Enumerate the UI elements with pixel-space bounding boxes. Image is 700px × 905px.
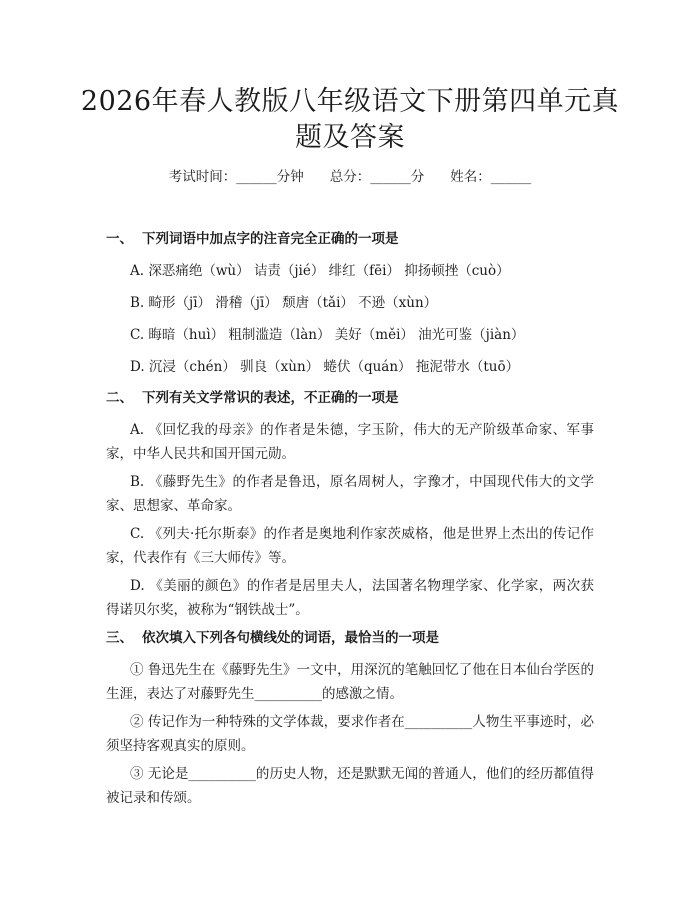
question-1-option-c: C. 晦暗（huì） 粗制滥造（làn） 美好（měi） 油光可鉴（jiàn） [130,327,525,343]
question-2-option-d: D. 《美丽的颜色》的作者是居里夫人，法国著名物理学家、化学家，两次获得诺贝尔奖，被称为“钢铁战士”。 [106,578,594,618]
page-title: 2026年春人教版八年级语文下册第四单元真题及答案 [80,86,620,153]
question-3-number: 三、 [106,630,133,646]
question-1-heading [106,229,399,249]
question-2-heading [106,388,399,408]
question-2-option-a: A. 《回忆我的母亲》的作者是朱德，字玉阶，伟大的无产阶级革命家、军事家，中华人民共和国开国元勋。 [106,422,594,462]
question-2-number: 二、 [106,390,133,406]
exam-name-field: 姓名：______ [450,169,532,185]
question-1-option-d: D. 沉浸（chén） 驯良（xùn） 蜷伏（quán） 拖泥带水（tuō） [130,359,520,375]
question-3-sentence-2: ② 传记作为一种特殊的文学体裁，要求作者在__________人物生平事迹时，必须坚持客观真实的原则。 [106,714,594,754]
question-1-option-b: B. 畸形（jī） 滑稽（jī） 颓唐（tǎi） 不逊（xùn） [130,295,438,311]
question-3-sentence-3: ③ 无论是__________的历史人物，还是默默无闻的普通人，他们的经历都值得被记录和传颂。 [106,766,594,806]
question-1-number: 一、 [106,231,133,247]
question-2-option-c: C. 《列夫·托尔斯泰》的作者是奥地利作家茨威格，他是世界上杰出的传记作家，代表作有《三大师传》等。 [106,526,594,566]
question-3-sentence-1: ① 鲁迅先生在《藤野先生》一文中，用深沉的笔触回忆了他在日本仙台学医的生涯，表达了对藤野先生__________的感激之情。 [106,662,594,702]
exam-info-line [0,167,700,187]
question-3-heading [106,628,439,648]
question-1-stem: 下列词语中加点字的注音完全正确的一项是 [142,231,399,247]
exam-time-field: 考试时间：______分钟 [168,169,304,185]
question-2-option-b: B. 《藤野先生》的作者是鲁迅，原名周树人，字豫才，中国现代伟大的文学家、思想家、革命家。 [106,474,594,514]
question-2-stem: 下列有关文学常识的表述，不正确的一项是 [142,390,399,406]
question-1-option-a: A. 深恶痛绝（wù） 诘责（jié） 绯红（fēi） 抑扬顿挫（cuò） [130,263,510,279]
exam-score-field: 总分：______分 [329,169,425,185]
question-3-stem: 依次填入下列各句横线处的词语，最恰当的一项是 [142,630,439,646]
